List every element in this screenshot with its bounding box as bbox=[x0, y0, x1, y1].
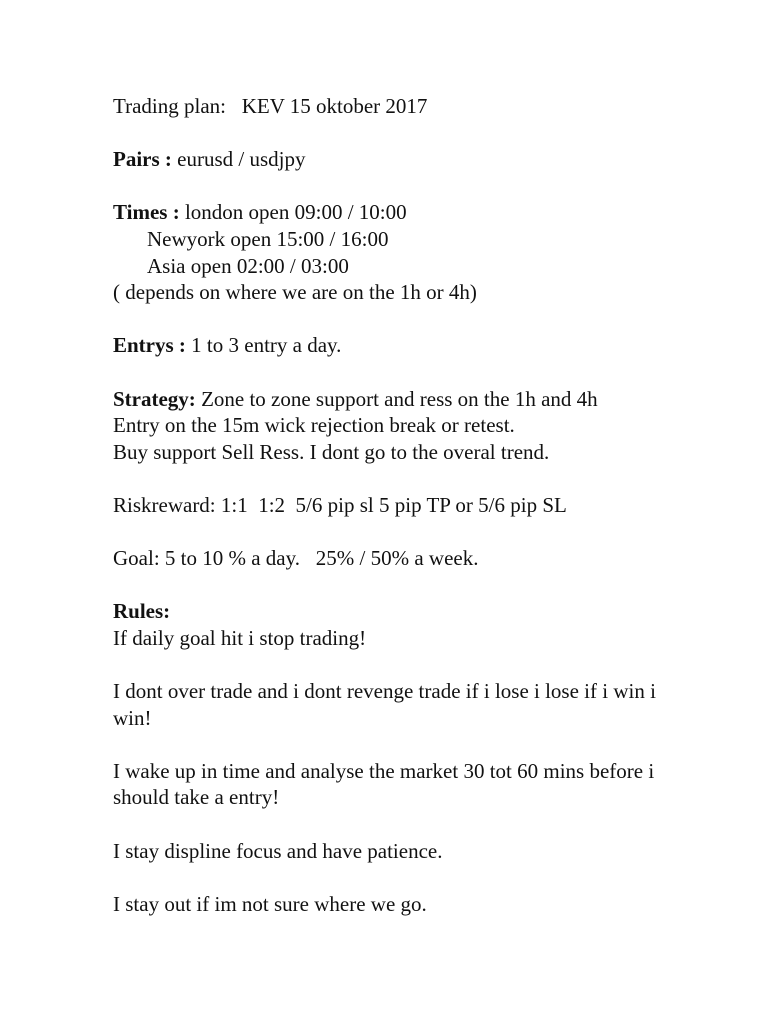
entrys-line bbox=[113, 332, 673, 359]
rule-item: I stay displine focus and have patience. bbox=[113, 838, 443, 863]
strategy-label: Strategy: bbox=[113, 386, 196, 411]
spacer bbox=[113, 519, 673, 546]
rules-label: Rules: bbox=[113, 599, 171, 624]
spacer bbox=[113, 651, 673, 678]
spacer bbox=[113, 572, 673, 599]
times-line bbox=[113, 199, 673, 226]
spacer bbox=[113, 120, 673, 147]
goal-line: Goal: 5 to 10 % a day. 25% / 50% a week. bbox=[113, 546, 479, 571]
spacer bbox=[113, 864, 673, 891]
spacer bbox=[113, 465, 673, 492]
times-label: Times : bbox=[113, 200, 180, 225]
spacer bbox=[113, 359, 673, 386]
rule-item: I wake up in time and analyse the market 30 tot 60 mins before i should take a entry! bbox=[113, 758, 655, 810]
times-asia: Asia open 02:00 / 03:00 bbox=[147, 253, 349, 278]
times-note: ( depends on where we are on the 1h or 4h) bbox=[113, 280, 477, 305]
times-london: london open 09:00 / 10:00 bbox=[179, 200, 407, 225]
spacer bbox=[113, 811, 673, 838]
times-newyork: Newyork open 15:00 / 16:00 bbox=[147, 226, 389, 251]
strategy-line bbox=[113, 386, 673, 413]
riskreward-line: Riskreward: 1:1 1:2 5/6 pip sl 5 pip TP or 5/6 pip SL bbox=[113, 492, 567, 517]
pairs-value: eurusd / usdjpy bbox=[171, 147, 306, 172]
strategy-line2: Entry on the 15m wick rejection break or retest. bbox=[113, 413, 515, 438]
entrys-label: Entrys : bbox=[113, 333, 186, 358]
rule-item: I dont over trade and i dont revenge trade if i lose i lose if i win i win! bbox=[113, 679, 656, 730]
spacer bbox=[113, 731, 673, 758]
document-title: Trading plan: KEV 15 oktober 2017 bbox=[113, 94, 428, 118]
spacer bbox=[113, 173, 673, 200]
rule-item: I stay out if im not sure where we go. bbox=[113, 891, 427, 916]
spacer bbox=[113, 306, 673, 333]
pairs-line bbox=[113, 146, 673, 173]
strategy-line3: Buy support Sell Ress. I dont go to the overal trend. bbox=[113, 439, 550, 464]
entrys-value: 1 to 3 entry a day. bbox=[185, 333, 342, 358]
pairs-label: Pairs : bbox=[113, 147, 172, 172]
strategy-line1: Zone to zone support and ress on the 1h and 4h bbox=[195, 386, 598, 411]
rule-item: If daily goal hit i stop trading! bbox=[113, 625, 367, 650]
document-page bbox=[113, 93, 673, 917]
